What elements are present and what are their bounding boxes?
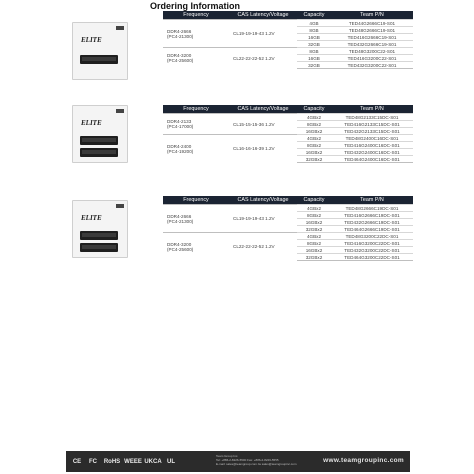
column-header: CAS Latency/Voltage xyxy=(229,11,297,20)
column-header: Frequency xyxy=(163,105,229,114)
company-line: E-mail: sales@teamgroup.com.tw sales@teamgroupinc.com xyxy=(216,462,297,466)
capacity-cell: 32GB xyxy=(297,41,331,48)
part-number-cell: TED416G2133C15DC-S01 xyxy=(331,121,413,128)
product-package-image xyxy=(72,200,142,258)
package-label-icon xyxy=(116,26,124,30)
ram-package xyxy=(72,105,128,163)
column-header: Capacity xyxy=(297,196,331,205)
part-number-cell: TED432G2133C15DC-S01 xyxy=(331,128,413,135)
part-number-cell: TED432G3200C22DC-S01 xyxy=(331,247,413,254)
frequency-cell: DDR4-2133 (PC4-17000) xyxy=(163,114,229,135)
elite-logo: ELITE xyxy=(81,36,102,44)
ram-package xyxy=(72,200,128,258)
capacity-cell: 32GBx2 xyxy=(297,254,331,261)
part-number-cell: TED432G2666C19DC-S01 xyxy=(331,219,413,226)
company-info xyxy=(216,454,296,466)
capacity-cell: 8GB xyxy=(297,27,331,34)
table-row xyxy=(163,233,413,240)
capacity-cell: 16GBx2 xyxy=(297,247,331,254)
ordering-table xyxy=(163,105,413,163)
part-number-cell: TED48G2400C16DC-S01 xyxy=(331,135,413,142)
capacity-cell: 8GBx2 xyxy=(297,121,331,128)
column-header: Team P/N xyxy=(331,11,413,20)
company-line: Team Group Inc. xyxy=(216,454,239,458)
memory-chip-icon xyxy=(82,138,116,142)
column-header: Team P/N xyxy=(331,105,413,114)
part-number-cell: TED464G2400C16DC-S01 xyxy=(331,156,413,163)
frequency-cell: DDR4-3200 (PC4-25600) xyxy=(163,233,229,261)
memory-chip-icon xyxy=(82,245,116,249)
capacity-cell: 8GBx2 xyxy=(297,240,331,247)
product-package-image xyxy=(72,105,142,163)
capacity-cell: 4GB xyxy=(297,20,331,27)
memory-module-icon xyxy=(80,136,118,145)
part-number-cell: TED432G2400C16DC-S01 xyxy=(331,149,413,156)
part-number-cell: TED464G3200C22DC-S01 xyxy=(331,254,413,261)
ukca-icon: UKCA xyxy=(144,458,162,465)
capacity-cell: 16GBx2 xyxy=(297,128,331,135)
cas-latency-cell: CL15-15-15-36 1.2V xyxy=(229,114,297,135)
part-number-cell: TED48G3200C22-S01 xyxy=(331,48,413,55)
part-number-cell: TED416G3200C22-S01 xyxy=(331,55,413,62)
cas-latency-cell: CL19-19-19-43 1.2V xyxy=(229,20,297,48)
part-number-cell: TED48G2666C19DC-S01 xyxy=(331,205,413,212)
frequency-cell: DDR4-2400 (PC4-19200) xyxy=(163,135,229,163)
memory-module-icon xyxy=(80,148,118,157)
memory-chip-icon xyxy=(82,57,116,61)
part-number-cell: TED416G3200C22DC-S01 xyxy=(331,240,413,247)
elite-logo: ELITE xyxy=(81,214,102,222)
ordering-table xyxy=(163,196,413,261)
part-number-cell: TED432G3200C22-S01 xyxy=(331,62,413,69)
memory-module-icon xyxy=(80,55,118,64)
table-row xyxy=(163,20,413,27)
footer xyxy=(66,451,410,472)
frequency-cell: DDR4-3200 (PC4-25600) xyxy=(163,48,229,69)
cas-latency-cell: CL22-22-22-52 1.2V xyxy=(229,48,297,69)
part-number-cell: TED432G2666C19-S01 xyxy=(331,41,413,48)
table-header-row xyxy=(163,11,413,20)
table-row xyxy=(163,135,413,142)
memory-module-icon xyxy=(80,243,118,252)
part-number-cell: TED48G2666C19-S01 xyxy=(331,27,413,34)
part-number-cell: TED416G2666C19-S01 xyxy=(331,34,413,41)
rohs-icon: RoHS xyxy=(103,458,121,465)
part-number-cell: TED48G3200C22DC-S01 xyxy=(331,233,413,240)
ce-mark-icon: CE xyxy=(72,458,82,465)
package-label-icon xyxy=(116,204,124,208)
column-header: Frequency xyxy=(163,196,229,205)
cas-latency-cell: CL22-22-22-52 1.2V xyxy=(229,233,297,261)
cas-latency-cell: CL19-19-19-43 1.2V xyxy=(229,205,297,233)
table-row xyxy=(163,114,413,121)
column-header: Team P/N xyxy=(331,196,413,205)
part-number-cell: TED48G2133C15DC-S01 xyxy=(331,114,413,121)
capacity-cell: 8GBx2 xyxy=(297,212,331,219)
part-number-cell: TED44G2666C19-S01 xyxy=(331,20,413,27)
cas-latency-cell: CL16-16-16-39 1.2V xyxy=(229,135,297,163)
capacity-cell: 4GBx2 xyxy=(297,205,331,212)
frequency-cell: DDR4-2666 (PC4-21300) xyxy=(163,205,229,233)
column-header: CAS Latency/Voltage xyxy=(229,105,297,114)
capacity-cell: 32GB xyxy=(297,62,331,69)
column-header: Frequency xyxy=(163,11,229,20)
capacity-cell: 16GBx2 xyxy=(297,219,331,226)
capacity-cell: 8GBx2 xyxy=(297,142,331,149)
ordering-table xyxy=(163,11,413,69)
part-number-cell: TED416G2666C19DC-S01 xyxy=(331,212,413,219)
product-package-image xyxy=(72,22,142,80)
fcc-icon: FC xyxy=(89,458,97,465)
part-number-cell: TED416G2400C16DC-S01 xyxy=(331,142,413,149)
column-header: Capacity xyxy=(297,105,331,114)
company-line: Tel: +886-2-8226-5500 Fax: +886-2-8226-5555 xyxy=(216,458,279,462)
elite-logo: ELITE xyxy=(81,119,102,127)
column-header: Capacity xyxy=(297,11,331,20)
memory-chip-icon xyxy=(82,150,116,154)
website-link[interactable]: www.teamgroupinc.com xyxy=(323,457,404,464)
memory-module-icon xyxy=(80,231,118,240)
page-title: Ordering Information xyxy=(150,1,240,11)
package-label-icon xyxy=(116,109,124,113)
table-row xyxy=(163,205,413,212)
capacity-cell: 32GBx2 xyxy=(297,156,331,163)
table-header-row xyxy=(163,196,413,205)
capacity-cell: 8GB xyxy=(297,48,331,55)
capacity-cell: 4GBx2 xyxy=(297,135,331,142)
capacity-cell: 32GBx2 xyxy=(297,226,331,233)
capacity-cell: 16GBx2 xyxy=(297,149,331,156)
ram-package xyxy=(72,22,128,80)
capacity-cell: 16GB xyxy=(297,55,331,62)
ul-icon: UL xyxy=(167,458,175,465)
frequency-cell: DDR4-2666 (PC4-21300) xyxy=(163,20,229,48)
weee-bin-icon: WEEE xyxy=(124,458,142,465)
capacity-cell: 4GBx2 xyxy=(297,114,331,121)
capacity-cell: 4GBx2 xyxy=(297,233,331,240)
capacity-cell: 16GB xyxy=(297,34,331,41)
table-row xyxy=(163,48,413,55)
part-number-cell: TED464G2666C19DC-S01 xyxy=(331,226,413,233)
memory-chip-icon xyxy=(82,233,116,237)
table-header-row xyxy=(163,105,413,114)
column-header: CAS Latency/Voltage xyxy=(229,196,297,205)
